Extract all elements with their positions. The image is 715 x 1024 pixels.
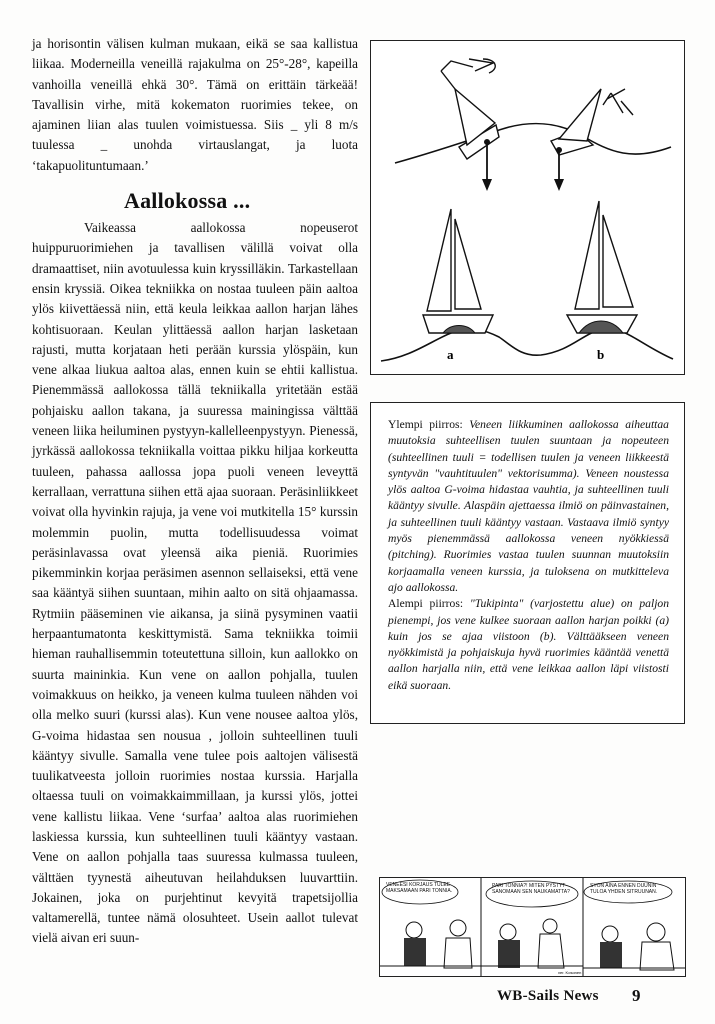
lower-boat-a bbox=[423, 209, 493, 333]
sailing-diagram-drawing bbox=[371, 41, 684, 374]
caption-lower-text: "Tukipinta" (varjostettu alue) on paljon pienempi, jos vene kulkee suoraan aallon harjan poikki (a) kuin jos se ajaa viistoon (b). Välttääkseen veneen nyökkimistä ja pohjaiskuja hyvä ruorimies kääntää venettä aallon harjalla niin, että vene leikkaa aallon läpi viistosti eikä suoraan. bbox=[388, 597, 670, 692]
lower-wave-line bbox=[381, 328, 673, 361]
figure-label-a: a bbox=[447, 347, 454, 362]
publication-name: WB-Sails News bbox=[497, 988, 599, 1004]
upper-wave-line bbox=[395, 124, 671, 164]
article-column bbox=[32, 34, 358, 949]
caption-upper-lead: Ylempi piirros: bbox=[388, 418, 463, 431]
upper-left-boat bbox=[441, 59, 499, 159]
comic-bubble-1: VENEESI KORJAUS TULEE MAKSAMAAN PARI TONNIA. bbox=[386, 882, 453, 894]
comic-signature: ver. Kosonen bbox=[558, 970, 582, 975]
lower-boat-b bbox=[567, 201, 637, 333]
figure-caption-box bbox=[370, 402, 685, 724]
caption-lower-lead: Alempi piirros: bbox=[388, 597, 464, 611]
section-heading: Aallokossa ... bbox=[124, 188, 251, 214]
comic-bubble-2: PARI TONNIA?! MITEN PYSTYT SANOMAAN SEN NAUKAMATTA? bbox=[492, 883, 570, 895]
figure-label-b: b bbox=[597, 347, 605, 362]
sailing-diagram bbox=[370, 40, 685, 375]
page-number: 9 bbox=[632, 986, 641, 1005]
intro-paragraph: ja horisontin välisen kulman mukaan, eikä se saa kallistua liikaa. Moderneilla veneillä rajakulma on 25°-28°, kapeilla vanhoilla veneillä ehkä 30°. Tämä on erittäin tärkeää! Tavallisin virhe, mitä kokematon ruorimies tekee, on ajaminen liian alas tuulen voimistuessa. Siis _ yli 8 m/s tuulessa _ unohda virtauslangat, ja luota ‘takapuolituntumaan.’ bbox=[32, 36, 358, 173]
figure-caption bbox=[388, 417, 669, 694]
upper-right-boat bbox=[551, 89, 633, 155]
caption-upper-text: Veneen liikkuminen aallokossa aiheuttaa muutoksia suhteellisen tuulen suuntaan ja nopeuteen (suhteellinen tuuli = todellisen tuulen ja veneen liikkeestä syntyvän "vauhtituulen" vektorisumma). Veneen noustessa ylös aaltoa G-voima hidastaa vauhtia, ja suhteellinen tuuli kääntyy sivulle. Alaspäin ajettaessa ilmiö on päinvastainen, ja suhteellinen tuuli kääntyy vastaan. Vastaava ilmiö syntyy myös pienemmässä aallokossa veneen nyökkiessä (pitching). Ruorimies vastaa tuulen suunnan muutoksiin korjaamalla veneen kurssia, ja tuloksena on mutkitteleva ajo aallokossa. bbox=[388, 418, 669, 594]
comic-strip bbox=[379, 877, 686, 977]
comic-strip-drawing bbox=[380, 878, 685, 976]
body-paragraph: Vaikeassa aallokossa nopeuserot huippuruorimiehen ja tavallisen välillä voivat olla dramaattiset, niin avotuulessa kuin kryssilläkin. Tarkastellaan ensin kryssiä. Oikea tekniikka on nostaa tuuleen päin aaltoa ylös kiivettäessä niin, että keula leikkaa aallon harjan lähes kohtisuoraan. Keulan ylittäessä aallon harjan lasketaan rajusti, mutta korjataan heti perään kurssia ylöspäin, kun vene alkaa liukua aaltoa alas, ennen kuin se ehtii kallistua. Pienemmässä aallokossa tällä tekniikalla yritetään estää pohjaisku aallon takana, ja suuressa mainingissa välttää veneen liika heiluminen pystyyn-kallelleenpystyyn. Pienessä, jyrkässä aallokossa tekniikalla voittaa pikku hiljaa korkeutta tuuleen, pahassa aallossa jopa puoli veneen leveyttä kerrallaan, verrattuna siihen että ajaa suoraan. Peräsinliikkeet voivat olla hyvinkin rajuja, ja vene voi mutkitella 15° kurssin molemmin puolin, mutta todellisuudessa voimat peräsinlavassa ovat yleensä aika pieniä. Ruorimies pikemminkin korjaa peräsimen asennon sellaiseksi, että vene saa kääntyä siihen suuntaan, mihin aalto on sitä ohjaamassa. Rytmiin pääseminen vie aikansa, ja siinä pysyminen vaatii herpaantumatonta keskittymistä. Sama tekniikka toimii hieman rauhallisemmin toteutettuna silloin, kun aallokko on suurta maininkia. Kun vene on aallon pohjalla, tuulen voimakkuus on heikko, ja veneen kulma tuuleen nähden voi olla melko suuri (kurssi alas). Kun vene nousee aaltoa ylös, G-voima hidastaa sen nousua , jolloin suhteellinen tuuli kääntyy sivulle. Samalla vene tulee pois aaltojen välisestä tuulikatveesta jolloin ruorimies nostaa kurssia. Harjalla oltaessa tuuli on voimakkaimmillaan, ja kurssi ylös, jottei vene kallistu liikaa. Vene ‘surfaa’ aaltoa alas ruorimiehen laskiessa kurssia, kun suhteellinen tuuli kääntyy vastaan. Vene on aallon pohjalla taas suuressa kulmassa tuuleen, välttäen tyynestä aiheutuvan heilahduksen luuvarttiin. Jokainen, joka on purjehtinut kevyitä trapetsijollia valtamerellä, tuntee nämä olosuhteet. Usein aallot tulevat vielä aivan eri suun- bbox=[32, 220, 358, 946]
comic-bubble-3: SYÖN AINA ENNEN DUUNIN TULOA YHDEN SITRUUNAN. bbox=[590, 883, 658, 895]
